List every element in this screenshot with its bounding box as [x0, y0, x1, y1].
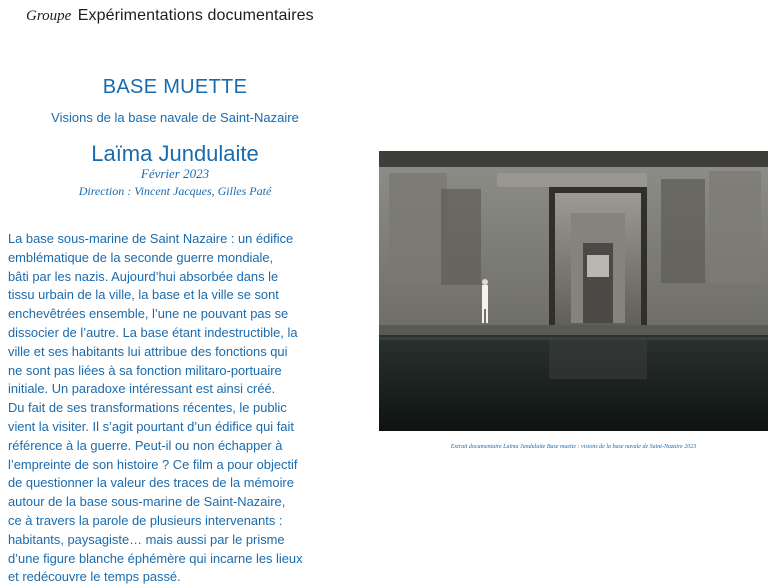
project-date: Février 2023 — [140, 166, 210, 181]
description-line: autour de la base sous-marine de Saint-Nazaire, — [8, 494, 286, 510]
description-line: ce à travers la parole de plusieurs intervenants : — [8, 512, 283, 528]
description-line: dissocier de l’autre. La base étant indestructible, la — [8, 324, 298, 340]
group-header — [26, 7, 314, 25]
description-line: emblématique de la seconde guerre mondiale, — [8, 249, 274, 265]
description-line: et redécouvre le temps passé. — [8, 569, 181, 585]
description-line: Du fait de ses transformations récentes, le public — [8, 400, 287, 416]
description-line: tissu urbain de la ville, la base et la ville se sont — [8, 287, 279, 303]
documentary-still-photo — [379, 151, 768, 431]
description-line: enchevêtrées ensemble, l’une ne pouvant pas se — [8, 306, 289, 322]
photo-caption: Extrait documentaire Laïma Jundulaite Base muette : visions de la base navale de Saint-Nazaire 2023 — [450, 444, 697, 450]
group-label: Groupe — [26, 8, 72, 24]
description-line: initiale. Un paradoxe intéressant est ainsi créé. — [8, 381, 276, 397]
project-subtitle: Visions de la base navale de Saint-Nazaire — [51, 110, 299, 125]
description-line: l’empreinte de son histoire ? Ce film a pour objectif — [8, 456, 298, 472]
description-line: référence à la guerre. Peut-il ou non échapper à — [8, 437, 283, 453]
description-line: habitants, paysagiste… mais aussi par le prisme — [8, 531, 285, 547]
description-line: d’une figure blanche éphémère qui incarne les lieux — [8, 550, 303, 566]
project-direction: Direction : Vincent Jacques, Gilles Paté — [78, 184, 272, 198]
author-name: Laïma Jundulaite — [91, 141, 259, 166]
description-line: de questionner la valeur des traces de la mémoire — [8, 475, 294, 491]
description-text — [8, 230, 343, 587]
description-line: vient la visiter. Il s’agit pourtant d’un édifice qui fait — [8, 418, 294, 434]
description-line: ne sont pas liées à sa fonction militaro-portuaire — [8, 362, 282, 378]
group-name: Expérimentations documentaires — [77, 7, 314, 24]
description-line: ville et ses habitants lui attribue des fonctions qui — [8, 343, 288, 359]
description-line: bâti par les nazis. Aujourd’hui absorbée dans le — [8, 268, 279, 284]
project-title: BASE MUETTE — [102, 76, 248, 98]
description-line: La base sous-marine de Saint Nazaire : un édifice — [8, 231, 294, 246]
